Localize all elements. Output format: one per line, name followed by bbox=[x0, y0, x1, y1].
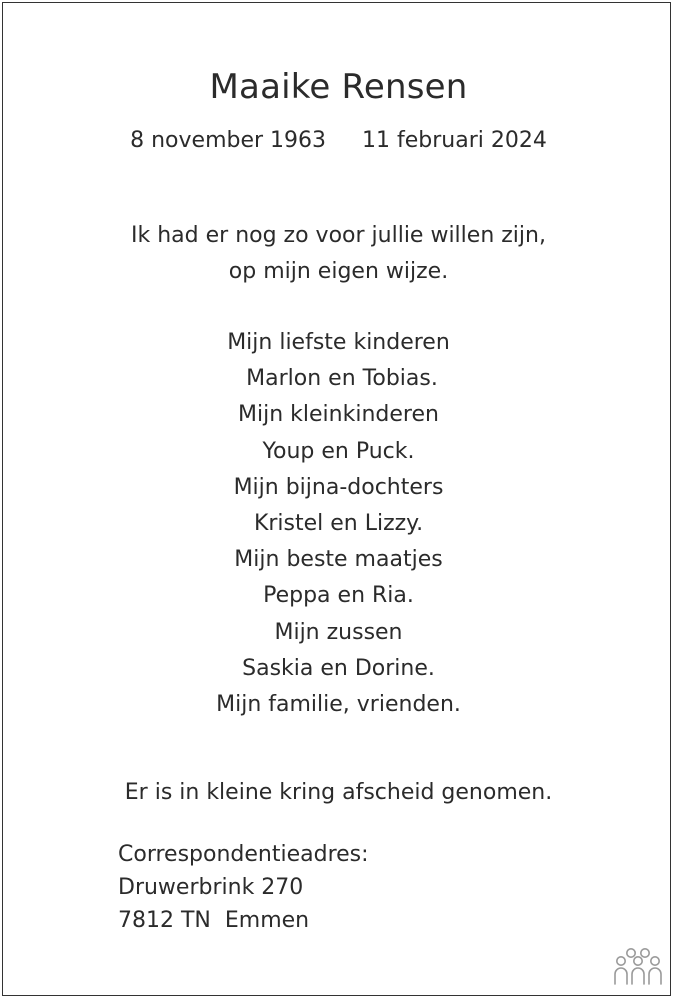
verse-intro bbox=[0, 218, 677, 290]
people-group-icon bbox=[613, 946, 663, 986]
verse-line: op mijn eigen wijze. bbox=[228, 259, 449, 285]
verse-line: Mijn kleinkinderen bbox=[238, 402, 439, 428]
verse-line: Peppa en Ria. bbox=[263, 583, 414, 609]
address-city: 7812 TN Emmen bbox=[118, 908, 310, 933]
verse-line: Mijn beste maatjes bbox=[234, 547, 443, 573]
verse-line: Ik had er nog zo voor jullie willen zijn, bbox=[131, 223, 546, 248]
verse-line: Mijn familie, vrienden. bbox=[216, 692, 461, 718]
verse-line: Mijn bijna-dochters bbox=[233, 474, 444, 500]
correspondence-address bbox=[118, 838, 369, 937]
deceased-name: Maaike Rensen bbox=[209, 67, 468, 107]
verse-line: Marlon en Tobias. bbox=[239, 366, 438, 392]
verse-main bbox=[0, 325, 677, 723]
address-heading: Correspondentieadres: bbox=[118, 842, 369, 867]
verse-line: Kristel en Lizzy. bbox=[253, 511, 424, 537]
life-dates bbox=[0, 126, 677, 156]
verse-line: Saskia en Dorine. bbox=[242, 655, 435, 681]
verse-line: Youp en Puck. bbox=[262, 438, 415, 464]
verse-line: Mijn liefste kinderen bbox=[227, 330, 450, 355]
verse-line: Mijn zussen bbox=[274, 619, 403, 645]
birth-date: 8 november 1963 bbox=[130, 128, 327, 153]
address-street: Druwerbrink 270 bbox=[118, 875, 304, 900]
farewell-notice: Er is in kleine kring afscheid genomen. bbox=[124, 780, 553, 805]
death-date: 11 februari 2024 bbox=[362, 128, 547, 153]
